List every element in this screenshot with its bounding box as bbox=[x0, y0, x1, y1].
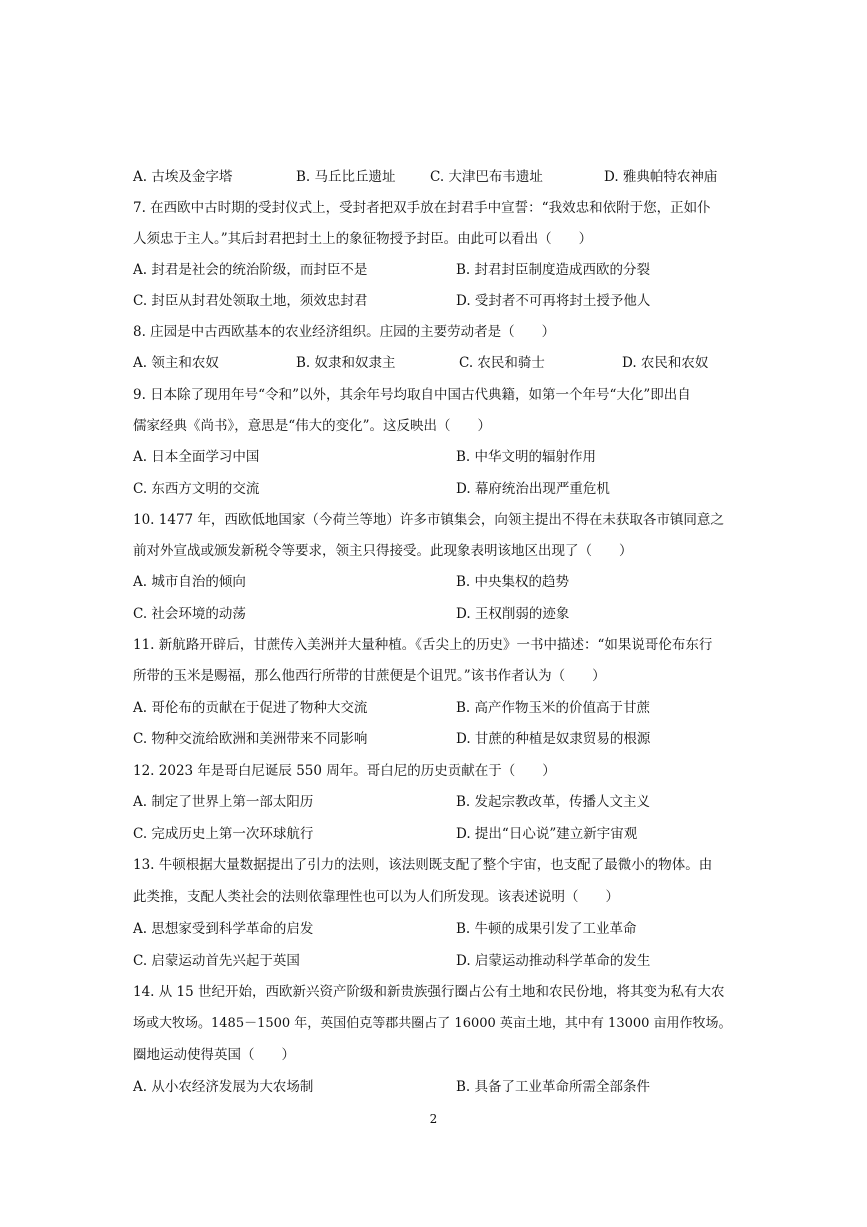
page-number: 2 bbox=[429, 1112, 438, 1126]
q14-stem-line-1: 14. 从 15 世纪开始，西欧新兴资产阶级和新贵族强行圈占公有土地和农民份地，将其变为私有大农 bbox=[133, 984, 725, 1000]
q13-option-c: C. 启蒙运动首先兴起于英国 bbox=[133, 953, 300, 969]
q11-option-a: A. 哥伦布的贡献在于促进了物种大交流 bbox=[133, 700, 368, 716]
q13-option-a: A. 思想家受到科学革命的启发 bbox=[133, 921, 314, 937]
q7-option-b: B. 封君封臣制度造成西欧的分裂 bbox=[456, 262, 651, 278]
q7-stem-line-2: 人须忠于主人。”其后封君把封土上的象征物授予封臣。由此可以看出（ ） bbox=[133, 231, 593, 247]
q11-option-c: C. 物种交流给欧洲和美洲带来不同影响 bbox=[133, 731, 368, 747]
q8-option-b: B. 奴隶和奴隶主 bbox=[296, 355, 396, 371]
q8-option-c: C. 农民和骑士 bbox=[459, 355, 545, 371]
q11-stem-line-1: 11. 新航路开辟后，甘蔗传入美洲并大量种植。《舌尖上的历史》一书中描述：“如果说哥伦布东行 bbox=[133, 637, 713, 653]
q6-option-c: C. 大津巴布韦遗址 bbox=[430, 169, 543, 185]
q11-option-d: D. 甘蔗的种植是奴隶贸易的根源 bbox=[456, 731, 651, 747]
q14-option-b: B. 具备了工业革命所需全部条件 bbox=[456, 1079, 651, 1095]
q7-option-d: D. 受封者不可再将封土授予他人 bbox=[456, 293, 651, 309]
q8-option-a: A. 领主和农奴 bbox=[133, 355, 219, 371]
q9-option-b: B. 中华文明的辐射作用 bbox=[456, 449, 597, 465]
q12-option-d: D. 提出“日心说”建立新宇宙观 bbox=[456, 826, 638, 842]
q13-stem-line-1: 13. 牛顿根据大量数据提出了引力的法则，该法则既支配了整个宇宙，也支配了最微小的物体。由 bbox=[133, 857, 713, 873]
q14-option-a: A. 从小农经济发展为大农场制 bbox=[133, 1079, 314, 1095]
q12-stem-line-1: 12. 2023 年是哥白尼诞辰 550 周年。哥白尼的历史贡献在于（ ） bbox=[133, 763, 556, 779]
q6-option-a: A. 古埃及金字塔 bbox=[133, 169, 233, 185]
q8-stem-line-1: 8. 庄园是中古西欧基本的农业经济组织。庄园的主要劳动者是（ ） bbox=[133, 324, 556, 340]
q10-option-a: A. 城市自治的倾向 bbox=[133, 574, 246, 590]
q10-option-c: C. 社会环境的动荡 bbox=[133, 606, 246, 622]
q10-stem-line-2: 前对外宣战或颁发新税令等要求，领主只得接受。此现象表明该地区出现了（ ） bbox=[133, 543, 633, 559]
q12-option-a: A. 制定了世界上第一部太阳历 bbox=[133, 794, 314, 810]
q14-stem-line-3: 圈地运动使得英国（ ） bbox=[133, 1047, 295, 1063]
q10-option-b: B. 中央集权的趋势 bbox=[456, 574, 570, 590]
q8-option-d: D. 农民和农奴 bbox=[622, 355, 709, 371]
q9-option-a: A. 日本全面学习中国 bbox=[133, 449, 260, 465]
q12-option-c: C. 完成历史上第一次环球航行 bbox=[133, 826, 314, 842]
q7-option-c: C. 封臣从封君处领取土地，须效忠封君 bbox=[133, 293, 368, 309]
q14-stem-line-2: 场或大牧场。1485－1500 年，英国伯克等郡共圈占了 16000 英亩土地，其中有 13000 亩用作牧场。 bbox=[133, 1016, 732, 1031]
q7-option-a: A. 封君是社会的统治阶级，而封臣不是 bbox=[133, 262, 368, 278]
q6-option-b: B. 马丘比丘遗址 bbox=[296, 169, 396, 185]
q11-stem-line-2: 所带的玉米是赐福，那么他西行所带的甘蔗便是个诅咒。”该书作者认为（ ） bbox=[133, 668, 606, 684]
q7-stem-line-1: 7. 在西欧中古时期的受封仪式上，受封者把双手放在封君手中宣誓：“我效忠和依附于您，正如仆 bbox=[133, 200, 711, 216]
q9-stem-line-1: 9. 日本除了现用年号“令和”以外，其余年号均取自中国古代典籍，如第一个年号“大化”即出自 bbox=[133, 387, 691, 403]
q12-option-b: B. 发起宗教改革，传播人文主义 bbox=[456, 794, 651, 810]
q6-option-d: D. 雅典帕特农神庙 bbox=[604, 169, 718, 185]
q13-option-b: B. 牛顿的成果引发了工业革命 bbox=[456, 921, 637, 937]
q9-stem-line-2: 儒家经典《尚书》，意思是“伟大的变化”。这反映出（ ） bbox=[133, 418, 492, 434]
q9-option-d: D. 幕府统治出现严重危机 bbox=[456, 481, 610, 497]
q9-option-c: C. 东西方文明的交流 bbox=[133, 481, 260, 497]
q11-option-b: B. 高产作物玉米的价值高于甘蔗 bbox=[456, 700, 651, 716]
q10-option-d: D. 王权削弱的迹象 bbox=[456, 606, 570, 622]
q13-option-d: D. 启蒙运动推动科学革命的发生 bbox=[456, 953, 651, 969]
q13-stem-line-2: 此类推，支配人类社会的法则依靠理性也可以为人们所发现。该表述说明（ ） bbox=[133, 889, 619, 905]
q10-stem-line-1: 10. 1477 年，西欧低地国家（今荷兰等地）许多市镇集会，向领主提出不得在未获取各市镇同意之 bbox=[133, 512, 724, 528]
